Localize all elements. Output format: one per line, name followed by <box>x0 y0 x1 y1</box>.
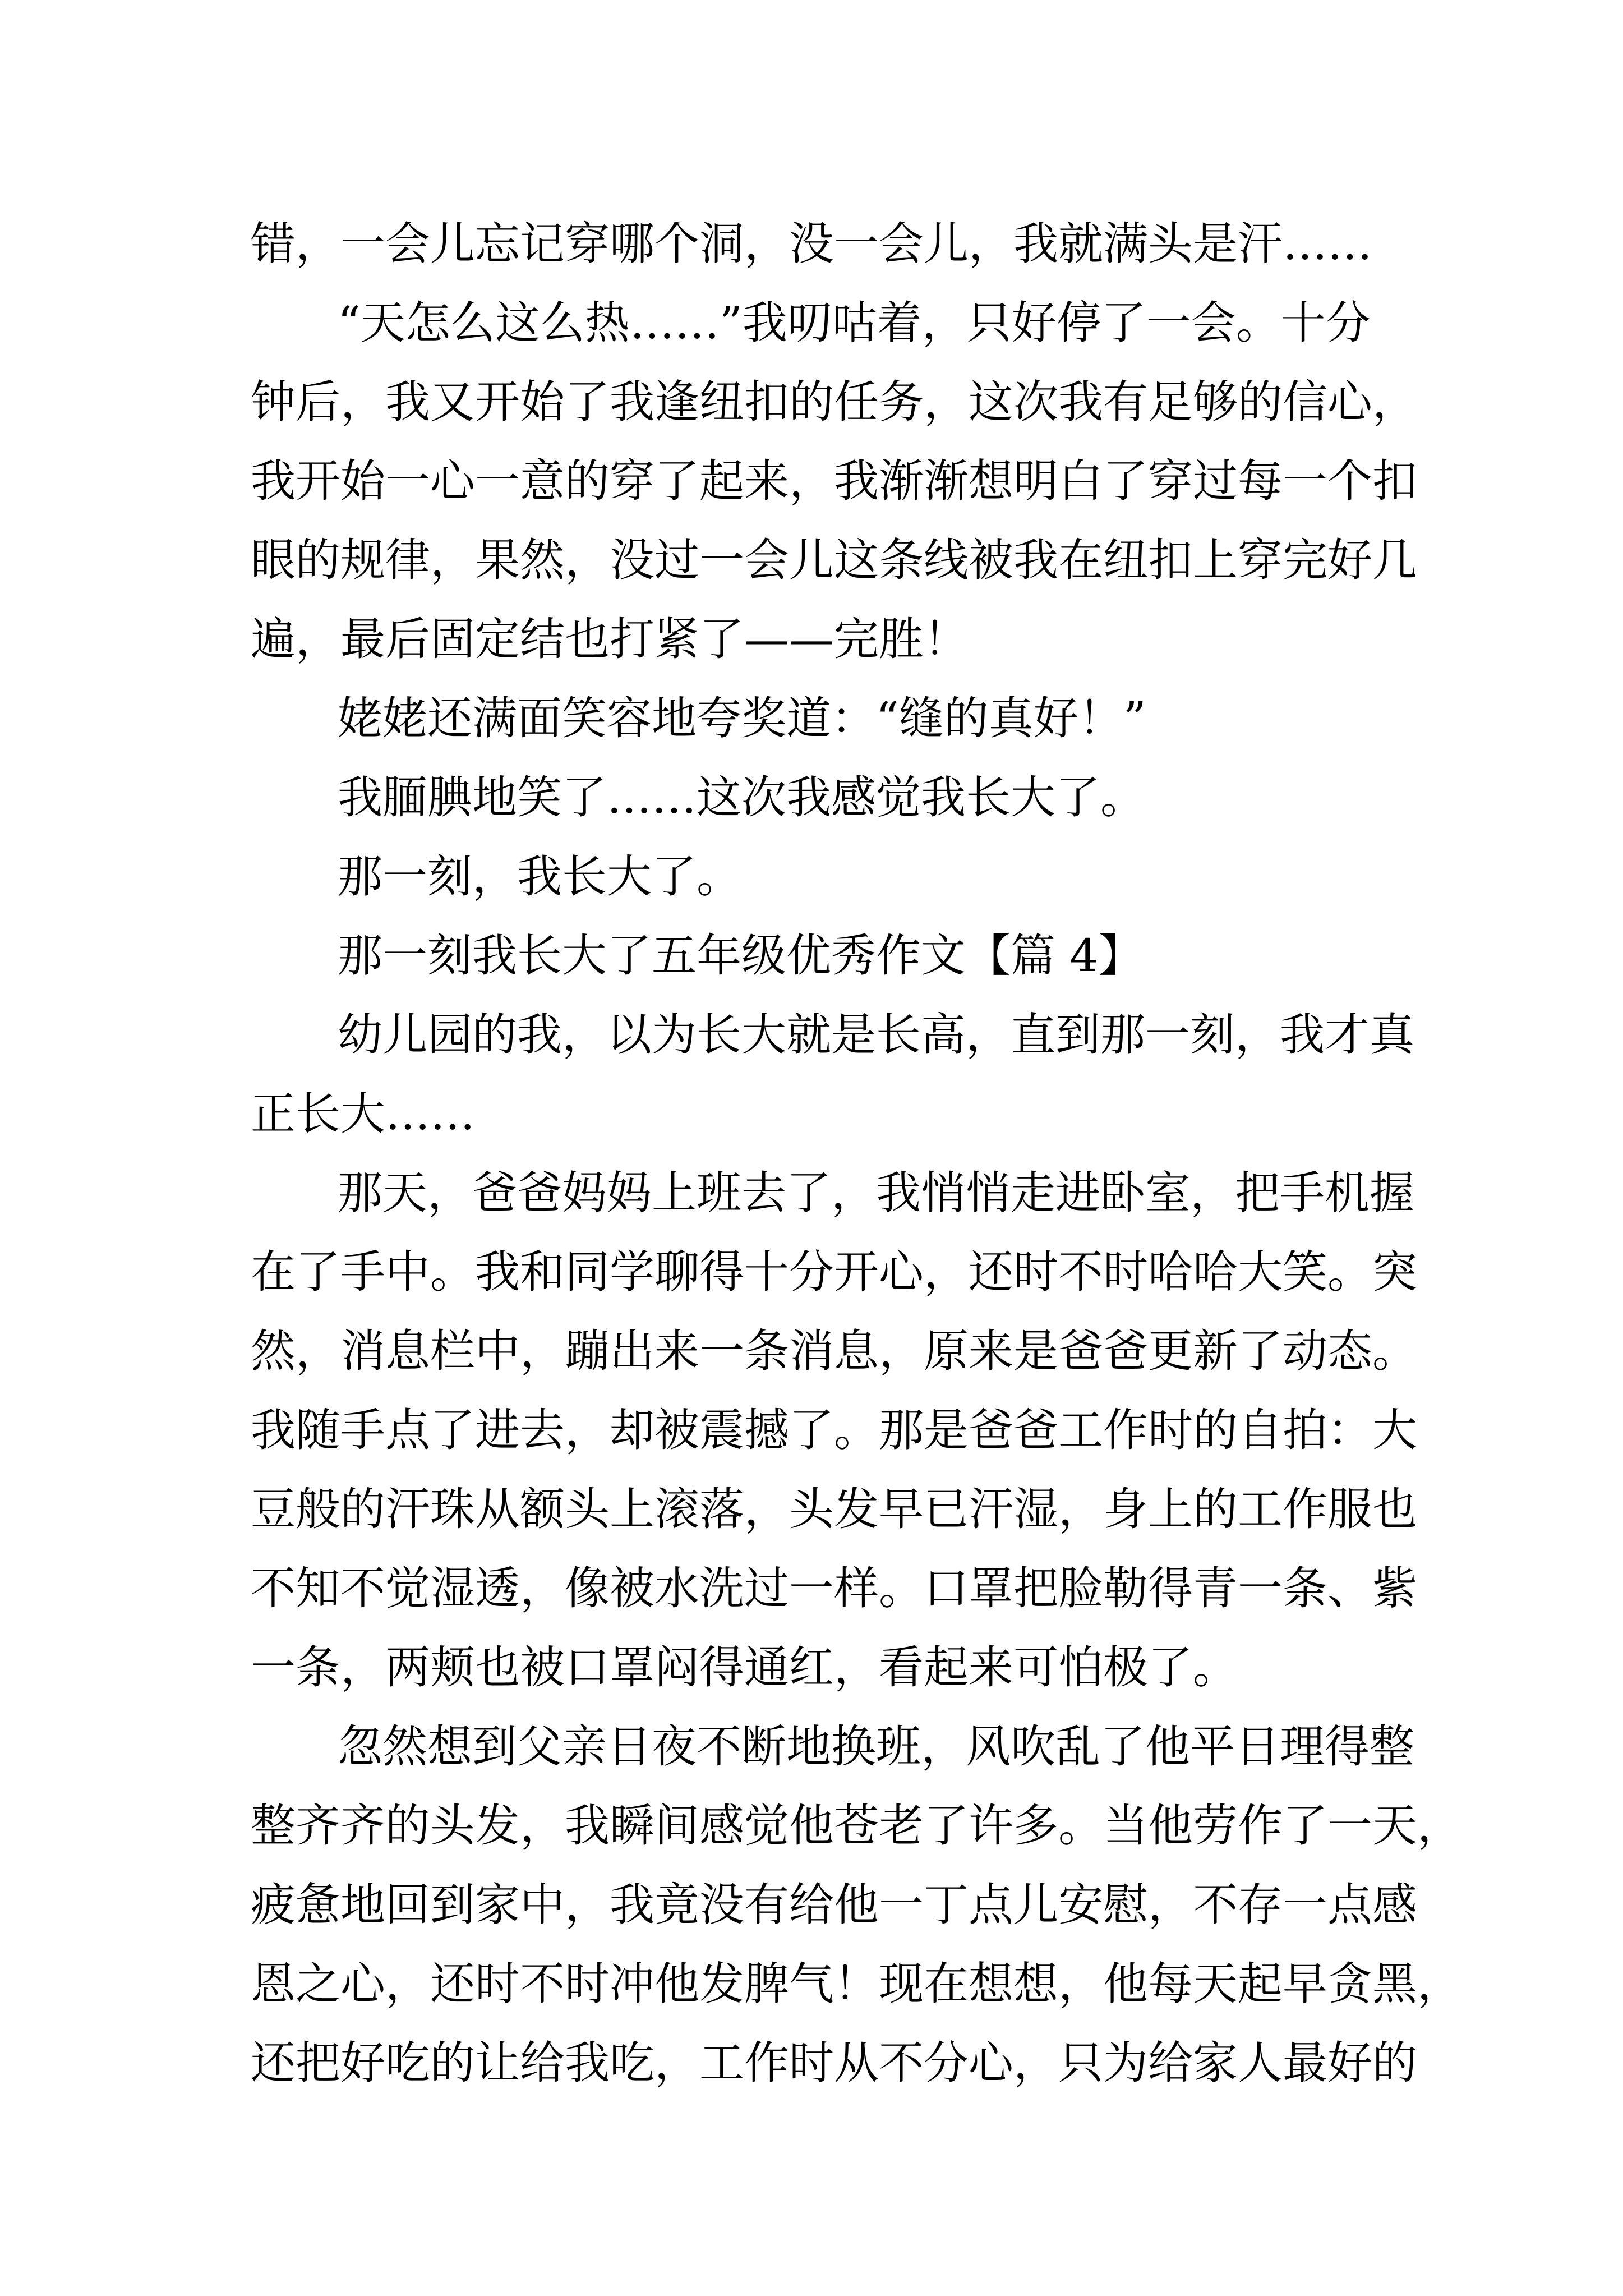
text-line: 眼的规律，果然，没过一会儿这条线被我在纽扣上穿完好几 <box>251 534 1417 586</box>
text-line: 然，消息栏中，蹦出来一条消息，原来是爸爸更新了动态。 <box>251 1325 1417 1377</box>
text-line: 疲惫地回到家中，我竟没有给他一丁点儿安慰，不存一点感 <box>251 1879 1417 1931</box>
text-line: 豆般的汗珠从额头上滚落，头发早已汗湿，身上的工作服也 <box>251 1483 1417 1535</box>
text-line: 在了手中。我和同学聊得十分开心，还时不时哈哈大笑。突 <box>251 1246 1417 1298</box>
text-line: 恩之心，还时不时冲他发脾气！现在想想，他每天起早贪黑， <box>251 1958 1462 2010</box>
text-line: 忽然想到父亲日夜不断地换班，风吹乱了他平日理得整 <box>338 1720 1414 1773</box>
text-line: 正长大…… <box>251 1088 475 1140</box>
text-line: 那一刻，我长大了。 <box>338 850 741 903</box>
text-line: 幼儿园的我，以为长大就是长高，直到那一刻，我才真 <box>338 1009 1414 1061</box>
text-line: 错，一会儿忘记穿哪个洞，没一会儿，我就满头是汗…… <box>251 218 1372 270</box>
text-line: 那天，爸爸妈妈上班去了，我悄悄走进卧室，把手机握 <box>338 1167 1414 1219</box>
text-line: 不知不觉湿透，像被水洗过一样。口罩把脸勒得青一条、紫 <box>251 1562 1417 1614</box>
text-line: “天怎么这么热……”我叨咕着，只好停了一会。十分 <box>338 297 1371 349</box>
text-line: 钟后，我又开始了我逢纽扣的任务，这次我有足够的信心， <box>251 376 1417 428</box>
text-line: 还把好吃的让给我吃，工作时从不分心，只为给家人最好的 <box>251 2037 1417 2089</box>
text-line: 整齐齐的头发，我瞬间感觉他苍老了许多。当他劳作了一天， <box>251 1800 1462 1852</box>
text-line: 遍，最后固定结也打紧了——完胜！ <box>251 613 969 665</box>
text-line: 我腼腆地笑了……这次我感觉我长大了。 <box>338 771 1145 823</box>
text-line: 姥姥还满面笑容地夸奖道：“缝的真好！” <box>338 692 1146 744</box>
text-line: 我随手点了进去，却被震撼了。那是爸爸工作时的自拍：大 <box>251 1404 1417 1456</box>
section-heading: 那一刻我长大了五年级优秀作文【篇 4】 <box>338 930 1144 982</box>
text-line: 一条，两颊也被口罩闷得通红，看起来可怕极了。 <box>251 1641 1238 1694</box>
text-line: 我开始一心一意的穿了起来，我渐渐想明白了穿过每一个扣 <box>251 455 1417 507</box>
